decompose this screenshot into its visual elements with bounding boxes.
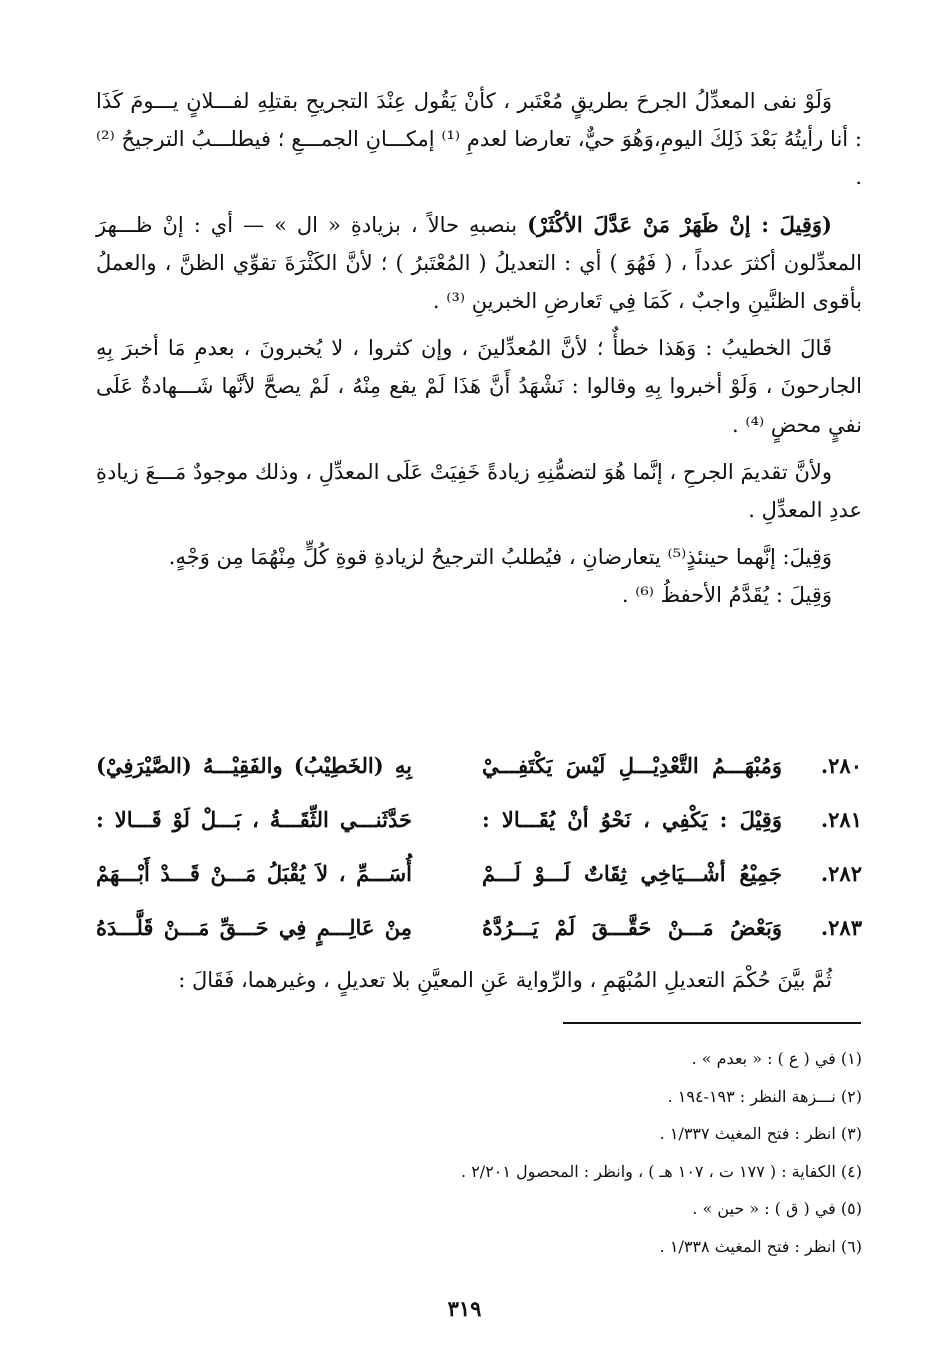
commentary-text — [96, 82, 862, 627]
verse-line — [96, 792, 862, 846]
verse-number: ٢٨٣. — [820, 914, 862, 940]
footnote: (١) في ( ع ) : « بعدم » . — [691, 1049, 862, 1068]
paragraph-2 — [96, 206, 862, 321]
verse-second-hemistich: بِهِ (الخَطِيْبُ) والفَقِيْـــهُ (الصَّيْرَفِيْ) — [96, 752, 412, 778]
footnote: (٤) الكفاية : ( ١٧٧ ت ، ١٠٧ هـ ) ، وانظر : المحصول ٢/٢٠١ . — [461, 1161, 862, 1181]
footnote: (٦) انظر : فتح المغيث ١/٣٣٨ . — [659, 1236, 862, 1256]
footnotes — [96, 1040, 862, 1265]
matn-quote: (وَقِيلَ : إنْ ظَهَرْ مَنْ عَدَّلَ الأكْثَرْ) — [527, 211, 832, 237]
verse-first-hemistich: وَمُبْهَـــمُ التَّعْدِيْـــلِ لَيْسَ يَكْتَفِـــيْ — [482, 752, 782, 778]
verse-first-hemistich: وَقِيْلَ : يَكْفِي ، نَحْوُ أنْ يُقَـــالا : — [482, 806, 782, 832]
verse-second-hemistich: مِنْ عَالِـــمٍ فِي حَـــقِّ مَـــنْ قَلَّـــدَهُ — [96, 914, 412, 940]
verse-line — [96, 738, 862, 792]
footnote: (٥) في ( ق ) : « حين » . — [692, 1199, 862, 1218]
verse-first-hemistich: وَبَعْضُ مَـــنْ حَقَّـــقَ لَمْ يَـــرُدَّهُ — [482, 914, 782, 940]
paragraph-1: وَلَوْ نفى المعدِّلُ الجرحَ بطريقٍ مُعْتَبر ، كأنْ يَقُول عِنْدَ التجريحِ بقتلِهِ لفـــلانٍ يـــومَ كَذَا : أنا رأيتُهُ بَعْدَ ذَلِكَ اليومِ،وَهُوَ حيٌّ، تعارضا لعدمِ ⁽¹⁾ إمكـــانِ الجمـــعِ ؛ فيطلـــبُ الترجيحُ ⁽²⁾ . — [96, 89, 863, 190]
footnote-divider — [563, 1022, 861, 1024]
verse-second-hemistich: حَدَّثَنـــي الثِّقَـــةُ ، بَـــلْ لَوْ قَـــالا : — [96, 806, 412, 832]
verse-number: ٢٨٢. — [820, 860, 862, 886]
verse-first-hemistich: جَمِيْعُ أشْـــيَاخِي ثِقَاتٌ لَـــوْ لَـــمْ — [482, 860, 782, 886]
verse-line — [96, 900, 862, 954]
paragraph-2-text: بنصبهِ حالاً ، بزيادةِ « ال » — أي : إنْ ظـــهرَ المعدِّلون أكثرَ عدداً ، ( فَهُوَ ) أي : التعديلُ ( المُعْتَبرُ ) ؛ لأنَّ الكَثْرَةَ تقوِّي الظنَّ ، والعملُ بأقوى الظنَّينِ واجبٌ ، كَمَا فِي تَعارضِ الخبرينِ ⁽³⁾ . — [96, 212, 863, 314]
transition-line: ثُمَّ بيَّنَ حُكْمَ التعديلِ المُبْهَمِ ، والرِّواية عَنِ المعيَّنِ بلا تعديلٍ ، وغيرهما، فَقَالَ : — [178, 968, 832, 992]
verse-line — [96, 846, 862, 900]
verse-block — [96, 738, 862, 954]
paragraph-5: وَقِيلَ: إنَّهما حينئذٍ⁽⁵⁾ يتعارضانِ ، فيُطلبُ الترجيحُ لزيادةِ قوةِ كُلٍّ مِنْهُمَا مِن وَجْهٍ. — [168, 545, 832, 570]
verse-number: ٢٨٠. — [820, 752, 862, 778]
page-number: ٣١٩ — [447, 1296, 482, 1321]
paragraph-3: قَالَ الخطيبُ : وَهَذا خطأٌ ؛ لأنَّ المُعدِّلينَ ، وإن كثروا ، لا يُخبرونَ ، بعدمِ مَا أخبرَ بِهِ الجارحونَ ، وَلَوْ أخبروا بِهِ وقالوا : نَشْهَدُ أَنَّ هَذَا لَمْ يقع مِنْهُ ، لَمْ يصحَّ لأنَّها شَـــهادةٌ عَلَى نفيٍ محضٍ ⁽⁴⁾ . — [96, 336, 862, 437]
verse-number: ٢٨١. — [820, 806, 862, 832]
footnote: (٣) انظر : فتح المغيث ١/٣٣٧ . — [659, 1124, 862, 1143]
paragraph-4: ولأنَّ تقديمَ الجرحِ ، إنَّما هُوَ لتضمُّنِهِ زيادةً خَفِيَتْ عَلَى المعدِّلِ ، وذلك موجودٌ مَـــعَ زيادةِ عددِ المعدِّلِ . — [96, 459, 862, 523]
verse-second-hemistich: أُسَـــمِّ ، لاَ يُقْبَلُ مَـــنْ قَـــدْ أَبْـــهَمْ — [96, 860, 412, 886]
footnote: (٢) نـــزهة النظر : ١٩٣-١٩٤ . — [667, 1086, 862, 1106]
paragraph-6: وَقِيلَ : يُقَدَّمُ الأحفظُ ⁽⁶⁾ . — [621, 583, 832, 608]
